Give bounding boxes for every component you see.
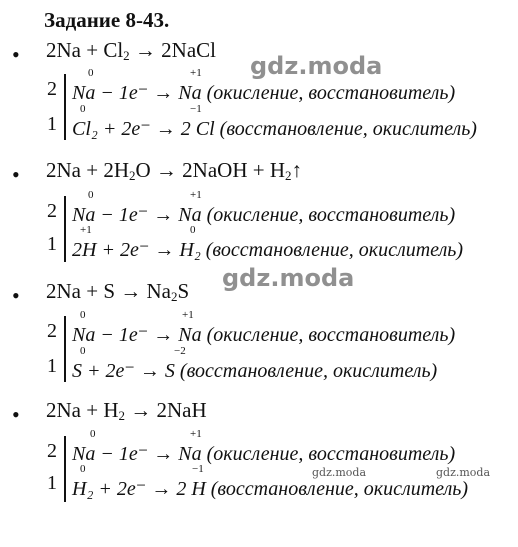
half-reaction-1b: Cl₂ + 2e⁻ → 2 Cl (восстановление, окислитель) — [72, 118, 477, 140]
bullet-3: • — [12, 283, 20, 308]
ox-state: 0 — [90, 428, 96, 440]
coef-1b: 1 — [47, 113, 57, 135]
bullet-1: • — [12, 42, 20, 67]
half-reaction-4a: Na − 1e⁻ → Na (окисление, восстановитель) — [72, 443, 456, 465]
watermark-logo: gdz.moda — [250, 52, 383, 80]
coef-2b: 1 — [47, 233, 57, 255]
ox-state: −1 — [190, 103, 202, 115]
coef-3a: 2 — [47, 320, 57, 342]
watermark-text: gdz.moda — [312, 466, 367, 479]
half-reaction-3a: Na − 1e⁻ → Na (окисление, восстановитель) — [72, 324, 456, 346]
eq-part: 2Na + S → Na — [46, 279, 171, 303]
eq-sub: 2 — [118, 408, 125, 423]
ox-state: 0 — [80, 463, 86, 475]
balance-bar-4 — [64, 436, 66, 502]
ox-state: +1 — [190, 67, 202, 79]
reaction-1-equation — [46, 38, 216, 63]
task-title: Задание 8-43. — [44, 8, 170, 32]
half-reaction-3b: S + 2e⁻ → S (восстановление, окислитель) — [72, 360, 438, 382]
half-reaction-4b: H₂ + 2e⁻ → 2 H (восстановление, окислитель) — [72, 478, 469, 500]
reaction-4-equation — [46, 398, 207, 423]
half-reaction-2a: Na − 1e⁻ → Na (окисление, восстановитель) — [72, 204, 456, 226]
eq-part: S — [177, 279, 190, 303]
half-reaction-1a: Na − 1e⁻ → Na (окисление, восстановитель) — [72, 82, 456, 104]
eq-part: 2Na + H — [46, 398, 119, 422]
coef-4a: 2 — [47, 440, 57, 462]
eq-part: → 2NaH — [125, 398, 207, 422]
reaction-2-equation — [46, 158, 302, 183]
coef-4b: 1 — [47, 472, 57, 494]
eq-sub: 2 — [129, 168, 136, 183]
bullet-2: • — [12, 162, 20, 187]
watermark-logo: gdz.moda — [222, 264, 355, 292]
coef-1a: 2 — [47, 78, 57, 100]
reaction-3-equation — [46, 279, 189, 304]
ox-state: +1 — [190, 189, 202, 201]
coef-3b: 1 — [47, 355, 57, 377]
ox-state: 0 — [80, 103, 86, 115]
watermark-text: gdz.moda — [436, 466, 491, 479]
ox-state: 0 — [80, 345, 86, 357]
ox-state: −1 — [192, 463, 204, 475]
half-reaction-2b: 2H + 2e⁻ → H₂ (восстановление, окислитель) — [72, 239, 464, 261]
ox-state: −2 — [174, 345, 186, 357]
ox-state: +1 — [190, 428, 202, 440]
eq-part: ↑ — [291, 158, 302, 182]
eq-part: 2Na + 2H — [46, 158, 129, 182]
coef-2a: 2 — [47, 200, 57, 222]
ox-state: +1 — [80, 224, 92, 236]
ox-state: 0 — [88, 189, 94, 201]
balance-bar-3 — [64, 316, 66, 382]
ox-state: 0 — [88, 67, 94, 79]
bullet-4: • — [12, 402, 20, 427]
balance-bar-1 — [64, 74, 66, 140]
eq-part: O → 2NaOH + H — [135, 158, 285, 182]
ox-state: +1 — [182, 309, 194, 321]
eq-sub: 2 — [123, 48, 130, 63]
eq-sub: 2 — [285, 168, 292, 183]
balance-bar-2 — [64, 196, 66, 262]
ox-state: 0 — [190, 224, 196, 236]
eq-part: 2Na + Cl — [46, 38, 124, 62]
eq-part: → 2NaCl — [129, 38, 216, 62]
eq-sub: 2 — [171, 289, 178, 304]
ox-state: 0 — [80, 309, 86, 321]
